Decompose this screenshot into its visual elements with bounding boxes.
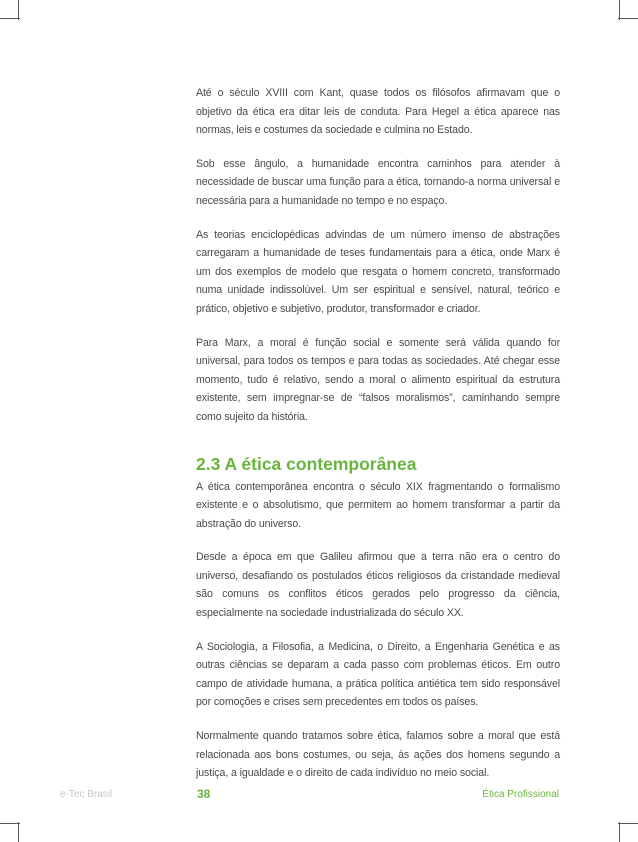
section-heading: 2.3 A ética contemporânea	[196, 453, 417, 474]
crop-mark-bottom-left-v	[18, 822, 19, 842]
body-paragraph: A Sociologia, a Filosofia, a Medicina, o Direito, a Engenharia Genética e as outras ciências se deparam a cada passo com problemas éticos. Em outro campo de atividade humana, a prática política antiética tem sido responsável por comoções e crises sem precedentes em todos os países.	[196, 640, 560, 709]
crop-mark-bottom-left-h	[0, 823, 20, 824]
crop-mark-top-left-h	[0, 18, 20, 19]
crop-mark-top-right-h	[618, 18, 638, 19]
footer-series-label: e-Tec Brasil	[60, 789, 113, 800]
body-paragraph: As teorias enciclopédicas advindas de um número imenso de abstrações carregaram a humanidade de teses fundamentais para a ética, onde Marx é um dos exemplos de modelo que resgata o homem concreto, transformado numa unidade indissolúvel. Um ser espiritual e sensível, natural, teórico e prático, objetivo e subjetivo, produtor, transformador e criador.	[196, 228, 560, 315]
crop-mark-top-right-v	[619, 0, 620, 20]
body-paragraph: Até o século XVIII com Kant, quase todos os filósofos afirmavam que o objetivo da ética era ditar leis de conduta. Para Hegel a ética aparece nas normas, leis e costumes da sociedade e culmina no Estado.	[196, 87, 560, 137]
body-paragraph: Sob esse ângulo, a humanidade encontra caminhos para atender à necessidade de buscar uma função para a ética, tornando-a norma universal e necessária para a humanidade no tempo e no espaço.	[196, 157, 560, 207]
crop-mark-bottom-right-v	[619, 822, 620, 842]
footer-course-title: Ética Profissional	[482, 789, 559, 800]
body-paragraph: Normalmente quando tratamos sobre ética, falamos sobre a moral que está relacionada aos bons costumes, ou seja, às ações dos homens segundo a justiça, a igualdade e o direito de cada indivíduo no meio social.	[196, 730, 560, 780]
crop-mark-bottom-right-h	[618, 823, 638, 824]
page-body	[196, 84, 560, 798]
page-number: 38	[197, 787, 211, 801]
body-paragraph: Para Marx, a moral é função social e somente será válida quando for universal, para todos os tempos e para todas as sociedades. Até chegar esse momento, tudo é relativo, sendo a moral o alimento espiritual da estrutura existente, sem impregnar-se de “falsos moralismos”, caminhando sempre como sujeito da história.	[196, 336, 560, 423]
body-paragraph: A ética contemporânea encontra o século XIX fragmentando o formalismo existente e o absolutismo, que permitem ao homem transformar a partir da abstração do universo.	[196, 480, 560, 530]
body-paragraph: Desde a época em que Galileu afirmou que a terra não era o centro do universo, desafiando os postulados éticos religiosos da cristandade medieval são comuns os conflitos éticos gerados pelo progresso da ciência, especialmente na sociedade industrializada do século XX.	[196, 551, 560, 620]
crop-mark-top-left-v	[18, 0, 19, 20]
